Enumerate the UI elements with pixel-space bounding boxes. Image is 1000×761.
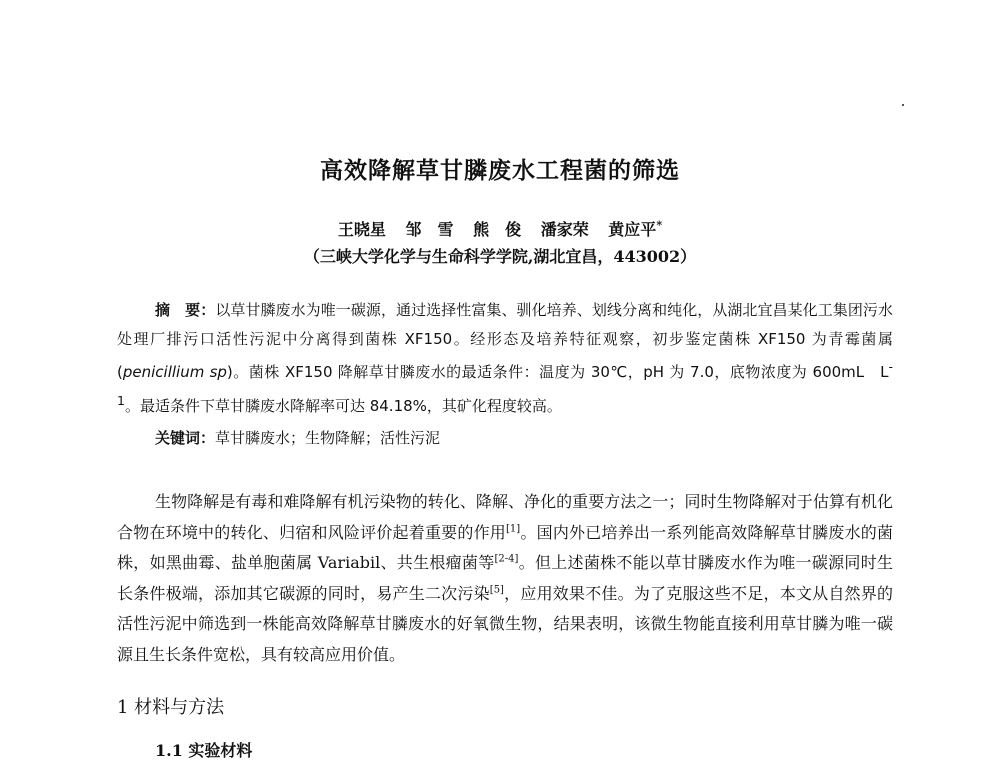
citation-ref: [1] (506, 523, 521, 535)
keywords-label: 关键词： (155, 429, 216, 447)
abstract-text-part3: 。最适条件下草甘膦废水降解率可达 84.18%，其矿化程度较高。 (124, 396, 562, 415)
scan-speck (902, 104, 904, 106)
citation-ref: [2-4] (494, 553, 519, 565)
intro-text-part3: 。但上述菌株不能以草甘膦废水作为唯一碳源同时生长条件极端，添加其它碳源的同时，易产生二次污染 (117, 553, 893, 603)
corresponding-mark: * (656, 218, 663, 232)
keywords (155, 427, 895, 448)
author-name: 邹 雪 (405, 220, 454, 239)
abstract-genus: penicillium sp (122, 363, 227, 381)
author-name (608, 220, 662, 239)
author-name: 王晓星 (337, 220, 386, 239)
abstract-label: 摘 要： (155, 301, 216, 319)
paper-title: 高效降解草甘膦废水工程菌的筛选 (320, 157, 680, 184)
intro-text-part1: 生物降解是有毒和难降解有机污染物的转化、降解、净化的重要方法之一；同时生物降解对于估算有机化合物在环境中的转化、归宿和风险评价起着重要的作用 (117, 492, 893, 542)
abstract-text-part1: 以草甘膦废水为唯一碳源，通过选择性富集、驯化培养、划线分离和纯化，从湖北宜昌某化工集团污水处理厂排污口活性污泥中分离得到菌株 XF150。经形态及培养特征观察，初步鉴定菌株 XF150 为青霉菌属( (117, 301, 893, 381)
abstract (117, 296, 893, 420)
abstract-unit-exponent: -1 (117, 359, 893, 408)
affiliation: （三峡大学化学与生命科学学院,湖北宜昌，443002） (303, 247, 697, 266)
corresponding-author-name: 黄应平 (608, 220, 657, 239)
intro-paragraph (117, 487, 893, 670)
intro-text-part4: ，应用效果不佳。为了克服这些不足，本文从自然界的活性污泥中筛选到一株能高效降解草甘膦废水的好氧微生物，结果表明，该微生物能直接利用草甘膦为唯一碳源且生长条件宽松，具有较高应用价值。 (117, 583, 893, 664)
section-heading: 1 材料与方法 (117, 697, 225, 718)
author-name: 熊 俊 (473, 220, 522, 239)
author-name: 潘家荣 (540, 220, 589, 239)
author-list (0, 217, 1000, 240)
keywords-text: 草甘膦废水；生物降解；活性污泥 (215, 429, 441, 447)
intro-text-part2: 。国内外已培养出一系列能高效降解草甘膦废水的菌株，如黑曲霉、盐单胞菌属 Variabil、共生根瘤菌等 (117, 522, 893, 572)
abstract-text-part2: )。菌株 XF150 降解草甘膦废水的最适条件：温度为 30℃，pH 为 7.0，底物浓度为 600mL L (226, 363, 889, 381)
citation-ref: [5] (489, 584, 504, 596)
subsection-heading: 1.1 实验材料 (155, 741, 253, 760)
